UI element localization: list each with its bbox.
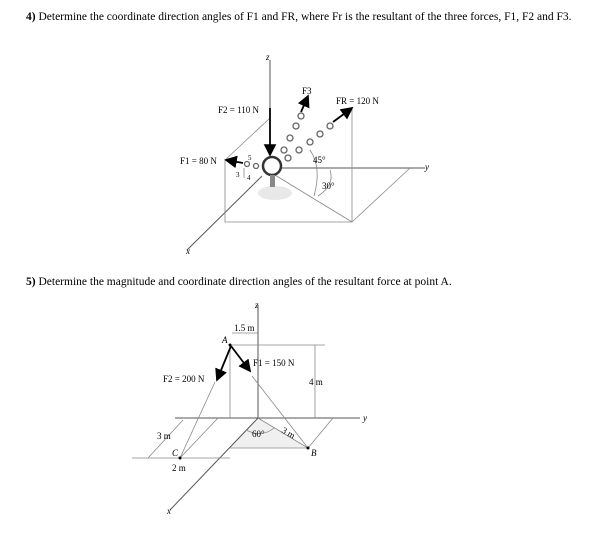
x-axis-label: x xyxy=(167,506,171,516)
z-axis-label: z xyxy=(255,300,259,310)
f2-label: F2 = 200 N xyxy=(163,374,205,384)
slope-3-label: 3 xyxy=(236,171,240,179)
problem-5-text: Determine the magnitude and coordinate direction angles of the resultant force at point A. xyxy=(38,276,452,288)
b-diagonal xyxy=(308,418,333,448)
f2-line xyxy=(180,382,215,458)
problem-4-number: 4) xyxy=(26,11,36,23)
y-axis-label: y xyxy=(425,162,429,172)
f1-arrow xyxy=(231,346,250,371)
point-b-label: B xyxy=(311,448,317,458)
f3-label: F3 xyxy=(302,86,312,96)
slope-5-label: 5 xyxy=(248,154,252,162)
slope-4-label: 4 xyxy=(247,174,251,182)
dim-3m-left: 3 m xyxy=(157,431,171,441)
f1-label: F1 = 80 N xyxy=(180,156,217,166)
point-a xyxy=(229,344,232,347)
z-axis-label: z xyxy=(266,52,270,62)
problem-4-text: Determine the coordinate direction angles of F1 and FR, where Fr is the resultant of the three forces, F1, F2 and F3. xyxy=(38,11,572,23)
dim-2m: 2 m xyxy=(172,463,186,473)
f2-arrow xyxy=(217,346,231,380)
dim-4m: 4 m xyxy=(309,377,323,387)
dim-3m-ob: 3 m xyxy=(280,425,297,441)
fr-label: FR = 120 N xyxy=(336,96,379,106)
f1-label: F1 = 150 N xyxy=(253,358,295,368)
y-axis-label: y xyxy=(363,413,367,423)
c-parallel-line xyxy=(180,418,218,458)
point-a-label: A xyxy=(222,335,228,345)
angle-60-label: 60° xyxy=(252,429,265,439)
angle-30-label: 30° xyxy=(322,181,335,191)
problem-5-number: 5) xyxy=(26,276,36,288)
point-b xyxy=(307,447,310,450)
dim-1-5m: 1.5 m xyxy=(234,323,255,333)
f2-label: F2 = 110 N xyxy=(218,105,259,115)
x-axis-label: x xyxy=(186,246,190,256)
angle-45-label: 45° xyxy=(313,155,326,165)
point-c-label: C xyxy=(172,448,179,458)
point-c xyxy=(179,457,182,460)
